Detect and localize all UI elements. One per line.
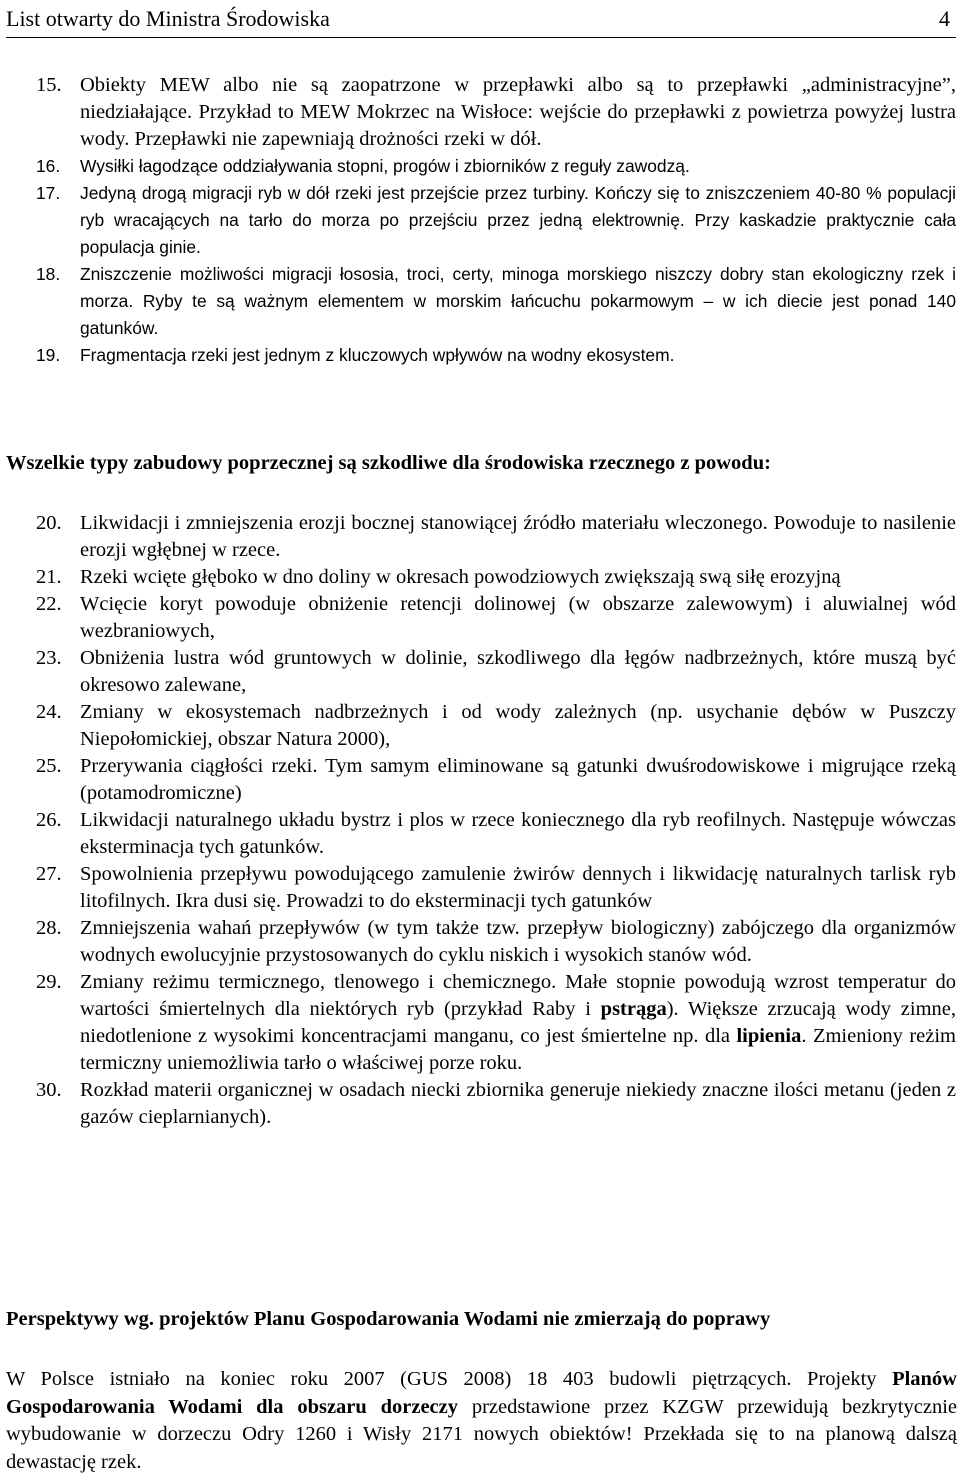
item-number: 22. (36, 593, 62, 615)
item-text: Zmniejszenia wahań przepływów (w tym także tzw. przepływ biologiczny) zabójczego dla organizmów wodnych ewolucyjnie przystosowanych do cyklu niskich i wysokich stanów wód. (80, 917, 956, 966)
item-number: 29. (36, 971, 62, 993)
item-text: Przerywania ciągłości rzeki. Tym samym eliminowane są gatunki dwuśrodowiskowe i migrujące rzeką (potamodromiczne) (80, 755, 956, 804)
list-item (0, 1077, 960, 1131)
item-number: 26. (36, 809, 62, 831)
list-item (0, 564, 960, 591)
item-number: 18. (36, 264, 61, 284)
item-number: 16. (36, 156, 61, 176)
item-text: Likwidacji naturalnego układu bystrz i plos w rzece koniecznego dla ryb reofilnych. Następuje wówczas eksterminacja tych gatunków. (80, 809, 956, 858)
item-text: Spowolnienia przepływu powodującego zamulenie żwirów dennych i likwidację naturalnych tarlisk ryb litofilnych. Ikra dusi się. Prowadzi to do eksterminacji tych gatunków (80, 863, 956, 912)
item-number: 21. (36, 566, 62, 588)
list-item (0, 753, 960, 807)
item-text-bold-trout: pstrąga (600, 998, 667, 1020)
list-item (0, 915, 960, 969)
perspectives-paragraph (6, 1366, 957, 1476)
list-item (0, 861, 960, 915)
item-text: Likwidacji i zmniejszenia erozji bocznej stanowiącej źródło materiału wleczonego. Powoduje to nasilenie erozji wgłębnej w rzece. (80, 512, 956, 561)
item-text-bold-grayling: lipienia (736, 1025, 802, 1047)
list-item (0, 261, 960, 342)
page-header (6, 2, 956, 38)
list-item (0, 510, 960, 564)
item-text: Fragmentacja rzeki jest jednym z kluczowych wpływów na wodny ekosystem. (80, 345, 675, 365)
header-rule (6, 37, 956, 38)
list-item (0, 72, 960, 153)
item-number: 30. (36, 1079, 62, 1101)
section-heading-perspectives: Perspektywy wg. projektów Planu Gospodarowania Wodami nie zmierzają do poprawy (6, 1308, 771, 1330)
item-number: 28. (36, 917, 62, 939)
page-number: 4 (939, 6, 950, 31)
item-text: Jedyną drogą migracji ryb w dół rzeki jest przejście przez turbiny. Kończy się to zniszczeniem 40-80 % populacji ryb wracających na tarło do morza po przejściu przez jedną elektrownię. Przy kaskadzie praktycznie cała populacja ginie. (80, 183, 956, 257)
list-item (0, 699, 960, 753)
item-text-part: . Zmieniony reżim termiczny uniemożliwia tarło o właściwej porze roku. (80, 1025, 957, 1074)
item-number: 20. (36, 512, 62, 534)
item-number: 27. (36, 863, 62, 885)
paragraph-text-part: W Polsce istniało na koniec roku 2007 (GUS 2008) 18 403 budowli piętrzących. Projekty (6, 1368, 893, 1390)
item-text-part: ). Większe zrzucają wody zimne, niedotlenione z wysokimi koncentracjami manganu, co jest śmiertelne np. dla (80, 998, 956, 1047)
item-number: 15. (36, 74, 62, 96)
item-number: 24. (36, 701, 62, 723)
item-number: 23. (36, 647, 62, 669)
item-number: 25. (36, 755, 62, 777)
item-text-part: Zmiany reżimu termicznego, tlenowego i chemicznego. Małe stopnie powodują wzrost temperatur do wartości śmiertelnych dla niektórych ryb (przykład Raby i (80, 971, 956, 1020)
list-item (0, 342, 960, 369)
item-number: 19. (36, 345, 61, 365)
list-item (0, 645, 960, 699)
list-item (0, 591, 960, 645)
list-item (0, 807, 960, 861)
item-text: Zmiany w ekosystemach nadbrzeżnych i od wody zależnych (np. usychanie dębów w Puszczy Niepołomickiej, obszar Natura 2000), (80, 701, 956, 750)
item-text: Wysiłki łagodzące oddziaływania stopni, progów i zbiorników z reguły zawodzą. (80, 156, 690, 176)
list-item (0, 180, 960, 261)
item-text: Obiekty MEW albo nie są zaopatrzone w przepławki albo są to przepławki „administracyjne”, niedziałające. Przykład to MEW Mokrzec na Wisłoce: wejście do przepławki z powietrza powyżej lustra wody. Przepławki nie zapewniają drożności rzeki w dół. (80, 74, 956, 150)
item-text: Rozkład materii organicznej w osadach niecki zbiornika generuje niekiedy znaczne ilości metanu (jeden z gazów cieplarnianych). (80, 1079, 956, 1128)
item-text: Wcięcie koryt powoduje obniżenie retencji dolinowej (w obszarze zalewowym) i aluwialnej wód wezbraniowych, (80, 593, 956, 642)
paragraph-text-part: przedstawione przez KZGW przewidują bezkrytycznie wybudowanie w dorzeczu Odry 1260 i Wisły 2171 nowych obiektów! Przekłada się to na planową dalszą dewastację rzek. (6, 1395, 957, 1473)
item-text: Zniszczenie możliwości migracji łososia, troci, certy, minoga morskiego niszczy dobry stan ekologiczny rzek i morza. Ryby te są ważnym elementem w morskim łańcuchu pokarmowym – w ich diecie jest ponad 140 gatunków. (80, 264, 956, 338)
section-heading-types: Wszelkie typy zabudowy poprzecznej są szkodliwe dla środowiska rzecznego z powodu: (6, 452, 771, 474)
item-text: Rzeki wcięte głęboko w dno doliny w okresach powodziowych zwiększają swą siłę erozyjną (80, 566, 841, 588)
list-item (0, 153, 960, 180)
item-text: Obniżenia lustra wód gruntowych w dolinie, szkodliwego dla łęgów nadbrzeżnych, które muszą być okresowo zalewane, (80, 647, 956, 696)
document-title: List otwarty do Ministra Środowiska (6, 6, 330, 31)
paragraph-bold-plans: Planów Gospodarowania Wodami dla obszaru dorzeczy (6, 1368, 957, 1418)
numbered-list-bottom (0, 510, 960, 1131)
list-item (0, 969, 960, 1077)
numbered-list-top (0, 72, 960, 369)
item-number: 17. (36, 183, 61, 203)
